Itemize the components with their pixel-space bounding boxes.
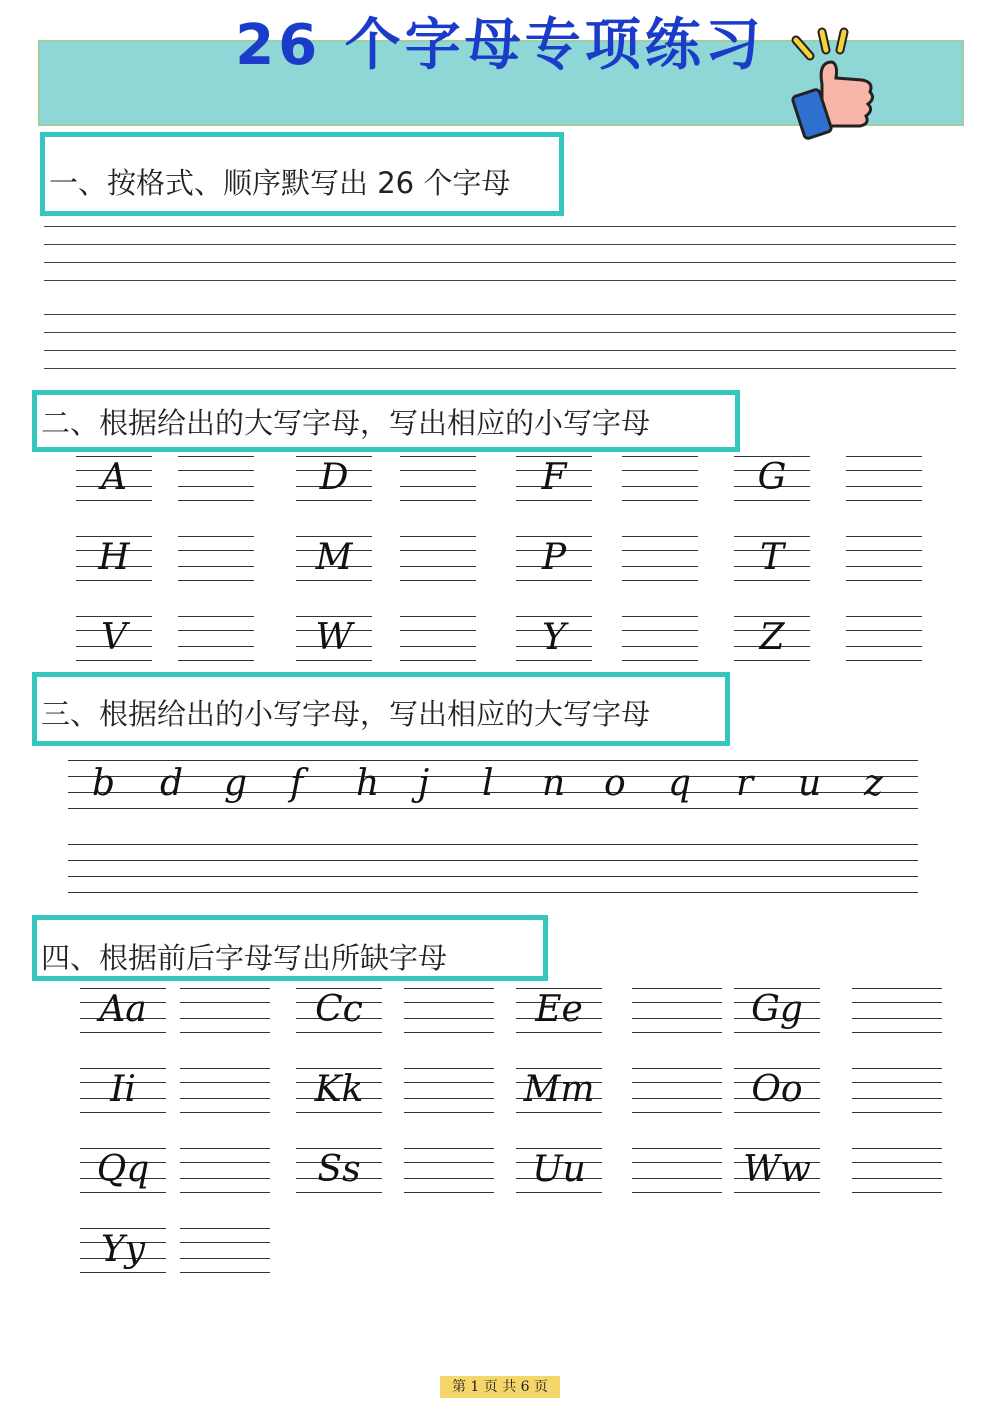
answer-blank[interactable]	[400, 536, 476, 584]
page-footer: 第 1 页 共 6 页	[440, 1376, 560, 1398]
answer-blank[interactable]	[180, 1148, 270, 1196]
letter-pair-label: Aa	[99, 989, 147, 1030]
uppercase-letter	[516, 616, 592, 664]
section-3-title: 三、根据给出的小写字母，写出相应的大写字母	[41, 697, 651, 731]
uppercase-letter-label: H	[98, 537, 130, 578]
letter-pair	[516, 1068, 602, 1116]
letter-pair	[296, 1148, 382, 1196]
letter-pair-label: Ww	[743, 1149, 811, 1190]
uppercase-letter	[296, 536, 372, 584]
section-1-writing-lines	[44, 220, 956, 380]
letter-pair	[516, 1148, 602, 1196]
answer-blank[interactable]	[622, 456, 698, 504]
uppercase-letter	[734, 456, 810, 504]
answer-blank[interactable]	[404, 1068, 494, 1116]
letter-pair	[80, 1068, 166, 1116]
lowercase-letter: n	[542, 763, 566, 804]
lowercase-letter: b	[92, 763, 116, 804]
answer-blank[interactable]	[178, 536, 254, 584]
answer-blank[interactable]	[400, 616, 476, 664]
answer-blank[interactable]	[622, 616, 698, 664]
answer-blank[interactable]	[852, 988, 942, 1036]
lowercase-letter: f	[290, 763, 304, 804]
section-3-header	[32, 672, 730, 746]
letter-pair	[516, 988, 602, 1036]
letter-pair-label: Kk	[314, 1069, 364, 1110]
uppercase-letter-label: G	[757, 457, 787, 498]
page-title: 26 个字母专项练习	[235, 13, 765, 78]
answer-blank[interactable]	[632, 1148, 722, 1196]
answer-blank[interactable]	[180, 988, 270, 1036]
letter-pair	[296, 988, 382, 1036]
uppercase-letter-label: P	[541, 537, 567, 578]
section-1-title: 一、按格式、顺序默写出 26 个字母	[49, 166, 511, 200]
letter-pair-label: Yy	[100, 1229, 146, 1270]
uppercase-letter	[76, 616, 152, 664]
uppercase-letter-label: T	[759, 537, 784, 578]
letter-pair	[80, 988, 166, 1036]
letter-pair-label: Ii	[110, 1069, 136, 1110]
answer-blank[interactable]	[846, 536, 922, 584]
section-1-header	[40, 132, 564, 216]
uppercase-letter-label: V	[101, 617, 127, 658]
answer-blank[interactable]	[846, 456, 922, 504]
letter-pair-label: Oo	[751, 1069, 803, 1110]
uppercase-letter	[516, 456, 592, 504]
uppercase-letter	[76, 536, 152, 584]
uppercase-letter-label: F	[541, 457, 567, 498]
lowercase-letter: z	[864, 763, 883, 804]
answer-blank[interactable]	[852, 1148, 942, 1196]
section-2-header	[32, 390, 740, 452]
lowercase-letter: u	[798, 763, 822, 804]
answer-blank[interactable]	[404, 1148, 494, 1196]
lowercase-row	[68, 758, 918, 908]
answer-blank[interactable]	[400, 456, 476, 504]
answer-blank[interactable]	[180, 1068, 270, 1116]
uppercase-letter	[296, 456, 372, 504]
lowercase-letter: r	[736, 763, 754, 804]
letter-pair	[80, 1148, 166, 1196]
answer-blank[interactable]	[178, 616, 254, 664]
uppercase-letter	[734, 616, 810, 664]
answer-blank[interactable]	[180, 1228, 270, 1276]
letter-pair-label: Ee	[535, 989, 583, 1030]
answer-blank[interactable]	[852, 1068, 942, 1116]
answer-blank[interactable]	[404, 988, 494, 1036]
section-4-header	[32, 915, 548, 981]
uppercase-letter-label: D	[319, 457, 349, 498]
uppercase-letter	[296, 616, 372, 664]
lowercase-letter: d	[160, 763, 184, 804]
letter-pair-label: Mm	[523, 1069, 595, 1110]
letter-pair-label: Qq	[96, 1149, 150, 1190]
lowercase-letter: h	[356, 763, 380, 804]
uppercase-letter-label: M	[315, 537, 353, 578]
section-4-title: 四、根据前后字母写出所缺字母	[41, 941, 448, 975]
answer-blank[interactable]	[632, 988, 722, 1036]
letter-pair-label: Gg	[751, 989, 803, 1030]
thumbs-up-icon	[778, 26, 888, 146]
uppercase-letter	[734, 536, 810, 584]
letter-pair-label: Ss	[317, 1149, 361, 1190]
lowercase-letter: q	[668, 763, 692, 804]
lowercase-letter: g	[224, 763, 248, 804]
answer-blank[interactable]	[846, 616, 922, 664]
letter-pair-label: Cc	[315, 989, 363, 1030]
answer-blank[interactable]	[622, 536, 698, 584]
uppercase-letter-label: A	[101, 457, 127, 498]
letter-pair	[734, 1068, 820, 1116]
uppercase-letter-label: Y	[542, 617, 566, 658]
uppercase-letter	[516, 536, 592, 584]
lowercase-letter: l	[482, 763, 494, 804]
lowercase-letter: j	[418, 763, 430, 804]
uppercase-letter-label: Z	[759, 617, 785, 658]
uppercase-letter-label: W	[315, 617, 353, 658]
letter-pair-label: Uu	[532, 1149, 586, 1190]
uppercase-letter	[76, 456, 152, 504]
answer-blank[interactable]	[178, 456, 254, 504]
answer-blank[interactable]	[632, 1068, 722, 1116]
letter-pair	[734, 988, 820, 1036]
section-2-title: 二、根据给出的大写字母，写出相应的小写字母	[41, 406, 651, 440]
lowercase-letter: o	[604, 763, 626, 804]
letter-pair	[80, 1228, 166, 1276]
letter-pair	[734, 1148, 820, 1196]
letter-pair	[296, 1068, 382, 1116]
